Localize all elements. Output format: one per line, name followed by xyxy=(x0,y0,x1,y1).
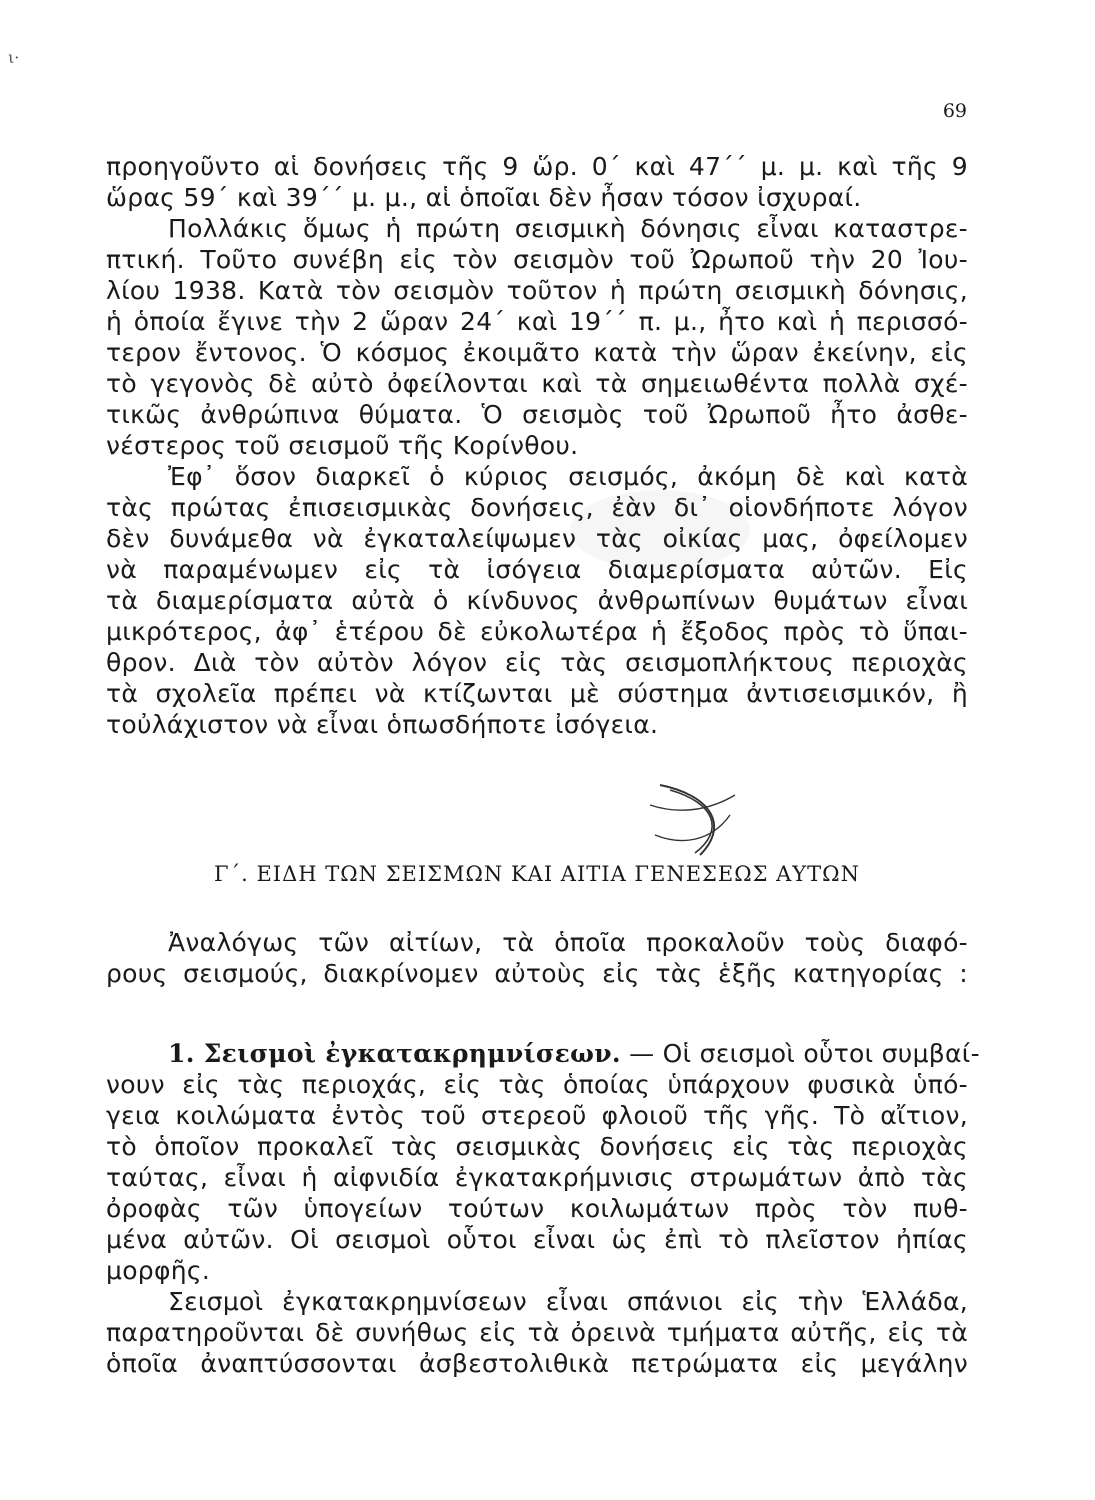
text-line: Σεισμοὶ ἐγκατακρημνίσεων εἶναι σπάνιοι εἰς τὴν Ἑλλάδα, xyxy=(168,1287,968,1316)
pencil-scribble-mark xyxy=(640,775,750,865)
text-line: τερον ἔντονος. Ὁ κόσμος ἐκοιμᾶτο κατὰ τὴν ὥραν ἐκείνην, εἰς xyxy=(106,338,968,367)
text-line: παρατηροῦνται δὲ συνήθως εἰς τὰ ὀρεινὰ τμήματα αὐτῆς, εἰς τὰ xyxy=(106,1318,968,1347)
text-line: μικρότερος, ἀφ᾽ ἑτέρου δὲ εὐκολωτέρα ἡ ἔξοδος πρὸς τὸ ὕπαι- xyxy=(106,617,968,646)
text-line: δὲν δυνάμεθα νὰ ἐγκαταλείψωμεν τὰς οἰκίας μας, ὀφείλομεν xyxy=(106,524,968,553)
corner-mark: ι· xyxy=(8,48,20,67)
text-line: λίου 1938. Κατὰ τὸν σεισμὸν τοῦτον ἡ πρώτη σεισμικὴ δόνησις, xyxy=(106,276,968,305)
text-line: μένα αὐτῶν. Οἱ σεισμοὶ οὗτοι εἶναι ὡς ἐπὶ τὸ πλεῖστον ἠπίας xyxy=(106,1225,968,1254)
text-line: πτική. Τοῦτο συνέβη εἰς τὸν σεισμὸν τοῦ Ὠρωποῦ τὴν 20 Ἰου- xyxy=(106,245,968,274)
item-heading-rest: — Οἱ σεισμοὶ οὗτοι συμβαί- xyxy=(629,1039,980,1068)
paragraph-block-3 xyxy=(106,1038,980,1379)
text-line: τὰς πρώτας ἐπισεισμικὰς δονήσεις, ἐὰν δι᾽ οἱονδήποτε λόγον xyxy=(106,493,968,522)
text-line: ἡ ὁποία ἔγινε τὴν 2 ὥραν 24΄ καὶ 19΄΄ π. μ., ἦτο καὶ ἡ περισσό- xyxy=(106,307,968,336)
text-line: μορφῆς. xyxy=(106,1256,211,1285)
paragraph-block-2 xyxy=(106,927,968,989)
text-line: νουν εἰς τὰς περιοχάς, εἰς τὰς ὁποίας ὑπάρχουν φυσικὰ ὑπό- xyxy=(106,1070,968,1099)
text-line: Πολλάκις ὅμως ἡ πρώτη σεισμικὴ δόνησις εἶναι καταστρε- xyxy=(168,214,968,243)
text-line: ὥρας 59΄ καὶ 39΄΄ μ. μ., αἱ ὁποῖαι δὲν ἦσαν τόσον ἰσχυραί. xyxy=(106,183,862,212)
text-line: θρον. Διὰ τὸν αὐτὸν λόγον εἰς τὰς σεισμοπλήκτους περιοχὰς xyxy=(106,648,968,677)
page-number: 69 xyxy=(942,100,967,122)
text-line: τὰ σχολεῖα πρέπει νὰ κτίζωνται μὲ σύστημα ἀντισεισμικόν, ἢ xyxy=(106,679,968,708)
text-line: τικῶς ἀνθρώπινα θύματα. Ὁ σεισμὸς τοῦ Ὠρωποῦ ἦτο ἀσθε- xyxy=(106,400,968,429)
text-line: ταύτας, εἶναι ἡ αἰφνιδία ἐγκατακρήμνισις στρωμάτων ἀπὸ τὰς xyxy=(106,1163,968,1192)
text-line: νέστερος τοῦ σεισμοῦ τῆς Κορίνθου. xyxy=(106,431,579,460)
text-line: Ἀναλόγως τῶν αἰτίων, τὰ ὁποῖα προκαλοῦν τοὺς διαφό- xyxy=(168,928,968,957)
text-line: τὰ διαμερίσματα αὐτὰ ὁ κίνδυνος ἀνθρωπίνων θυμάτων εἶναι xyxy=(106,586,968,615)
text-line: τὸ ὁποῖον προκαλεῖ τὰς σεισμικὰς δονήσεις εἰς τὰς περιοχὰς xyxy=(106,1132,968,1161)
text-line: ὁποῖα ἀναπτύσσονται ἀσβεστολιθικὰ πετρώματα εἰς μεγάλην xyxy=(106,1349,968,1378)
paragraph-block-1 xyxy=(106,151,968,740)
text-line: Ἐφ᾽ ὅσον διαρκεῖ ὁ κύριος σεισμός, ἀκόμη δὲ καὶ κατὰ xyxy=(168,462,968,491)
item-heading: 1. Σεισμοὶ ἐγκατακρημνίσεων. xyxy=(168,1039,621,1068)
text-line: τὸ γεγονὸς δὲ αὐτὸ ὀφείλονται καὶ τὰ σημειωθέντα πολλὰ σχέ- xyxy=(106,369,968,398)
text-line: γεια κοιλώματα ἐντὸς τοῦ στερεοῦ φλοιοῦ τῆς γῆς. Τὸ αἴτιον, xyxy=(106,1101,968,1130)
text-line: προηγοῦντο αἱ δονήσεις τῆς 9 ὥρ. 0΄ καὶ 47΄΄ μ. μ. καὶ τῆς 9 xyxy=(106,152,968,181)
text-line: τοὐλάχιστον νὰ εἶναι ὁπωσδήποτε ἰσόγεια. xyxy=(106,710,659,739)
text-line: ρους σεισμούς, διακρίνομεν αὐτοὺς εἰς τὰς ἑξῆς κατηγορίας : xyxy=(106,959,968,988)
faint-smudge xyxy=(560,470,760,590)
text-line: ὀροφὰς τῶν ὑπογείων τούτων κοιλωμάτων πρὸς τὸν πυθ- xyxy=(106,1194,968,1223)
text-line: νὰ παραμένωμεν εἰς τὰ ἰσόγεια διαμερίσματα αὐτῶν. Εἰς xyxy=(106,555,968,584)
section-heading: Γ΄. ΕΙΔΗ ΤΩΝ ΣΕΙΣΜΩΝ ΚΑΙ ΑΙΤΙΑ ΓΕΝΕΣΕΩΣ ΑΥΤΩΝ xyxy=(214,862,860,886)
item-heading-line xyxy=(106,1038,980,1069)
